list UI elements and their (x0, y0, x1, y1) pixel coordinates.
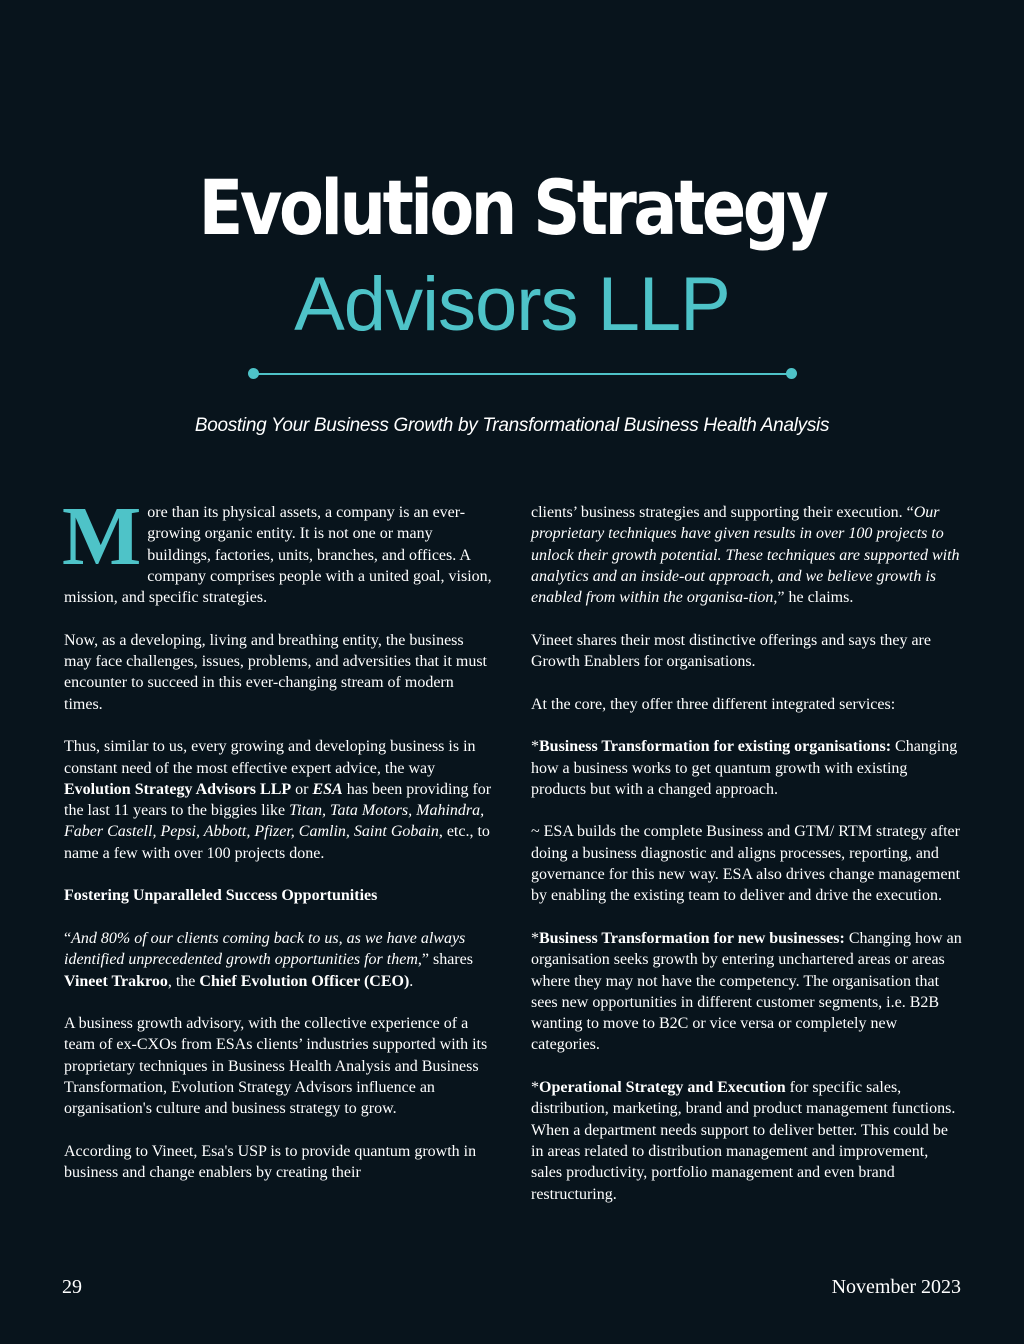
paragraph: ~ ESA builds the complete Business and GTM/ RTM strategy after doing a business diagnostic and aligns processes, reporting, and governance for this new way. ESA also drives change management by enabling the existing team to deliver and drive the execution. (531, 823, 961, 905)
text: Thus, similar to us, every growing and developing business is in constant need of the most effective expert advice, the way (64, 738, 476, 777)
text: , etc., to name a few with over 100 projects done. (64, 823, 490, 862)
divider-dot-left (248, 368, 259, 379)
paragraph-quote (64, 928, 494, 992)
text: has been providing for the last 11 years to the biggies like (64, 780, 492, 820)
paragraph: Vineet shares their most distinctive offerings and says they are Growth Enablers for organisations. (531, 631, 931, 671)
person-name: Vineet Trakroo (64, 972, 168, 990)
service-title: Operational Strategy and Execution (539, 1079, 786, 1097)
text: , the (167, 972, 200, 990)
paragraph-clients (64, 736, 494, 864)
text: Changing how an organisation seeks growth by entering unchartered areas or areas where they may not have the competency. The organisation that sees new opportunities in different customer segments, i.e. B2B wanting to move to B2C or vice versa or completely new categories. (531, 929, 962, 1054)
text: clients’ business strategies and supporting their execution. “ (531, 504, 914, 521)
drop-cap: M (62, 490, 142, 583)
service-3 (531, 1077, 963, 1205)
service-title: Business Transformation for new businesses: (539, 929, 845, 947)
subtitle: Boosting Your Business Growth by Transformational Business Health Analysis (194, 415, 830, 436)
divider-line (253, 373, 791, 375)
text: “ (64, 929, 72, 947)
text: * (531, 738, 539, 756)
issue-date: November 2023 (831, 1276, 961, 1298)
paragraph: Now, as a developing, living and breathing entity, the business may face challenges, issues, problems, and adversities that it must encounter to succeed in this ever-changing stream of modern times. (64, 631, 487, 713)
paragraph-claims (531, 502, 963, 608)
person-title: Chief Evolution Officer (CEO) (199, 972, 410, 990)
text: for specific sales, distribution, marketing, brand and product management functions. When a department needs support to deliver better. This could be in areas related to distribution management and improvement, sales productivity, portfolio management and even brand restructuring. (531, 1079, 956, 1203)
section-heading: Fostering Unparalleled Success Opportunities (64, 887, 378, 905)
page-number: 29 (62, 1276, 82, 1298)
quote: And 80% of our clients coming back to us, as we have always identified unprecedented growth opportunities for them (64, 929, 466, 969)
text: * (531, 1079, 539, 1097)
text: . (409, 972, 414, 990)
title-line-1: Evolution Strategy (198, 163, 826, 252)
title-line-2: Advisors LLP (294, 262, 730, 347)
company-abbrev: ESA (312, 780, 343, 798)
quote: Our proprietary techniques have given results in over 100 projects to unlock their growth potential. These techniques are supported with analytics and an inside-out approach, and we believe growth is enabled from within the organisa-tion (531, 504, 960, 607)
paragraph: A business growth advisory, with the collective experience of a team of ex-CXOs from ESAs clients’ industries supported with its proprietary techniques in Business Health Analysis and Business Transformation, Evolution Strategy Advisors influence an organisation's culture and business strategy to grow. (64, 1015, 488, 1118)
text: Changing how a business works to get quantum growth with existing products but with a changed approach. (531, 738, 958, 798)
service-title: Business Transformation for existing organisations: (539, 738, 892, 756)
client-list: Titan, Tata Motors, Mahindra, Faber Castell, Pepsi, Abbott, Pfizer, Camlin, Saint Gobain (64, 802, 485, 841)
company-name: Evolution Strategy Advisors LLP (64, 780, 292, 798)
intro-text: ore than its physical assets, a company is an ever-growing organic entity. It is not one or many buildings, factories, units, branches, and offices. A company comprises people with a united goal, vision, mission, and specific strategies. (64, 504, 492, 607)
divider-dot-right (786, 368, 797, 379)
text: or (291, 780, 313, 798)
paragraph-intro (62, 490, 494, 608)
text: * (531, 929, 539, 947)
service-1 (531, 736, 963, 800)
paragraph: At the core, they offer three different integrated services: (531, 695, 896, 713)
paragraph: According to Vineet, Esa's USP is to provide quantum growth in business and change enablers by creating their (64, 1142, 477, 1182)
right-column (531, 502, 963, 1226)
left-column (62, 490, 494, 1205)
text: ,” he claims. (773, 589, 854, 607)
service-2 (531, 928, 963, 1056)
text: ,” shares (417, 951, 473, 969)
